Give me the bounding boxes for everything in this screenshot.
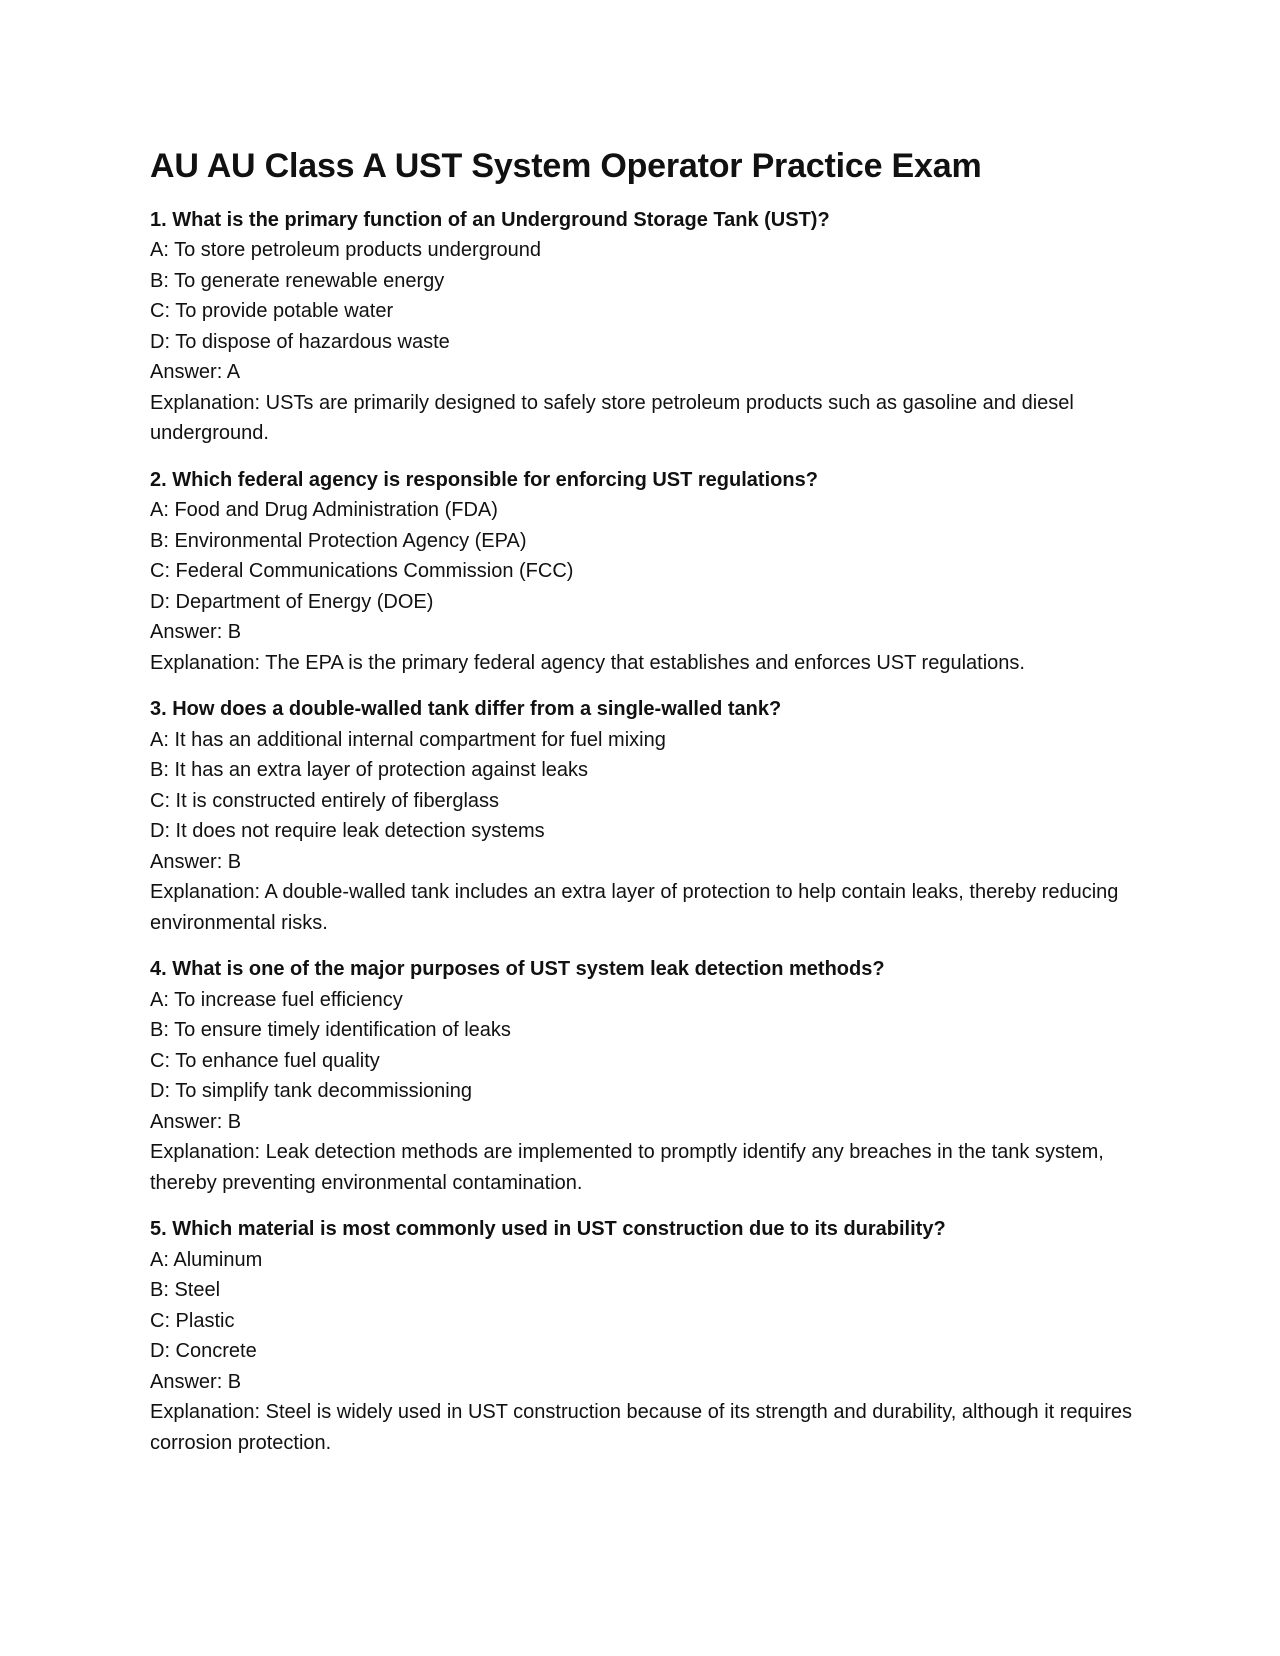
- option-c: C: Federal Communications Commission (FCC): [150, 560, 574, 583]
- option-d: D: To simplify tank decommissioning: [150, 1080, 472, 1103]
- explanation-text: Explanation: Steel is widely used in UST construction because of its strength and durability, although it requires corrosion protection.: [150, 1401, 1133, 1454]
- option-d: D: It does not require leak detection systems: [150, 820, 545, 843]
- question-text: 4. What is one of the major purposes of UST system leak detection methods?: [150, 958, 885, 981]
- option-a: A: To store petroleum products underground: [150, 239, 541, 262]
- answer-line: Answer: B: [150, 1370, 242, 1393]
- option-a: A: Food and Drug Administration (FDA): [150, 499, 498, 522]
- question-text: 1. What is the primary function of an Underground Storage Tank (UST)?: [150, 208, 830, 231]
- question-block-5: [150, 1214, 1135, 1458]
- question-text: 3. How does a double-walled tank differ from a single-walled tank?: [150, 698, 782, 721]
- question-block-3: [150, 694, 1135, 938]
- option-d: D: Department of Energy (DOE): [150, 590, 434, 613]
- question-block-1: [150, 205, 1135, 449]
- document-page: [150, 146, 1135, 1474]
- option-c: C: Plastic: [150, 1309, 235, 1332]
- question-block-2: [150, 465, 1135, 679]
- answer-line: Answer: B: [150, 850, 242, 873]
- option-b: B: To ensure timely identification of leaks: [150, 1019, 511, 1042]
- page-title: AU AU Class A UST System Operator Practice Exam: [150, 147, 982, 185]
- answer-line: Answer: B: [150, 621, 242, 644]
- option-a: A: It has an additional internal compartment for fuel mixing: [150, 728, 666, 751]
- explanation-text: Explanation: Leak detection methods are implemented to promptly identify any breaches in the tank system, thereby preventing environmental contamination.: [150, 1141, 1104, 1194]
- answer-line: Answer: B: [150, 1110, 242, 1133]
- question-text: 2. Which federal agency is responsible for enforcing UST regulations?: [150, 468, 818, 491]
- option-d: D: To dispose of hazardous waste: [150, 330, 450, 353]
- explanation-text: Explanation: USTs are primarily designed to safely store petroleum products such as gasoline and diesel underground.: [150, 391, 1074, 445]
- option-a: A: Aluminum: [150, 1248, 263, 1271]
- option-c: C: To provide potable water: [150, 300, 394, 323]
- option-b: B: Environmental Protection Agency (EPA): [150, 529, 527, 552]
- option-c: C: It is constructed entirely of fiberglass: [150, 789, 500, 812]
- option-c: C: To enhance fuel quality: [150, 1049, 380, 1072]
- explanation-text: Explanation: A double-walled tank includes an extra layer of protection to help contain leaks, thereby reducing environmental risks.: [150, 881, 1119, 934]
- option-b: B: Steel: [150, 1279, 221, 1302]
- question-block-4: [150, 954, 1135, 1198]
- explanation-text: Explanation: The EPA is the primary federal agency that establishes and enforces UST regulations.: [150, 651, 1025, 674]
- question-text: 5. Which material is most commonly used in UST construction due to its durability?: [150, 1218, 946, 1241]
- option-a: A: To increase fuel efficiency: [150, 988, 403, 1011]
- option-d: D: Concrete: [150, 1340, 257, 1363]
- option-b: B: It has an extra layer of protection against leaks: [150, 759, 589, 782]
- answer-line: Answer: A: [150, 361, 241, 384]
- option-b: B: To generate renewable energy: [150, 269, 445, 292]
